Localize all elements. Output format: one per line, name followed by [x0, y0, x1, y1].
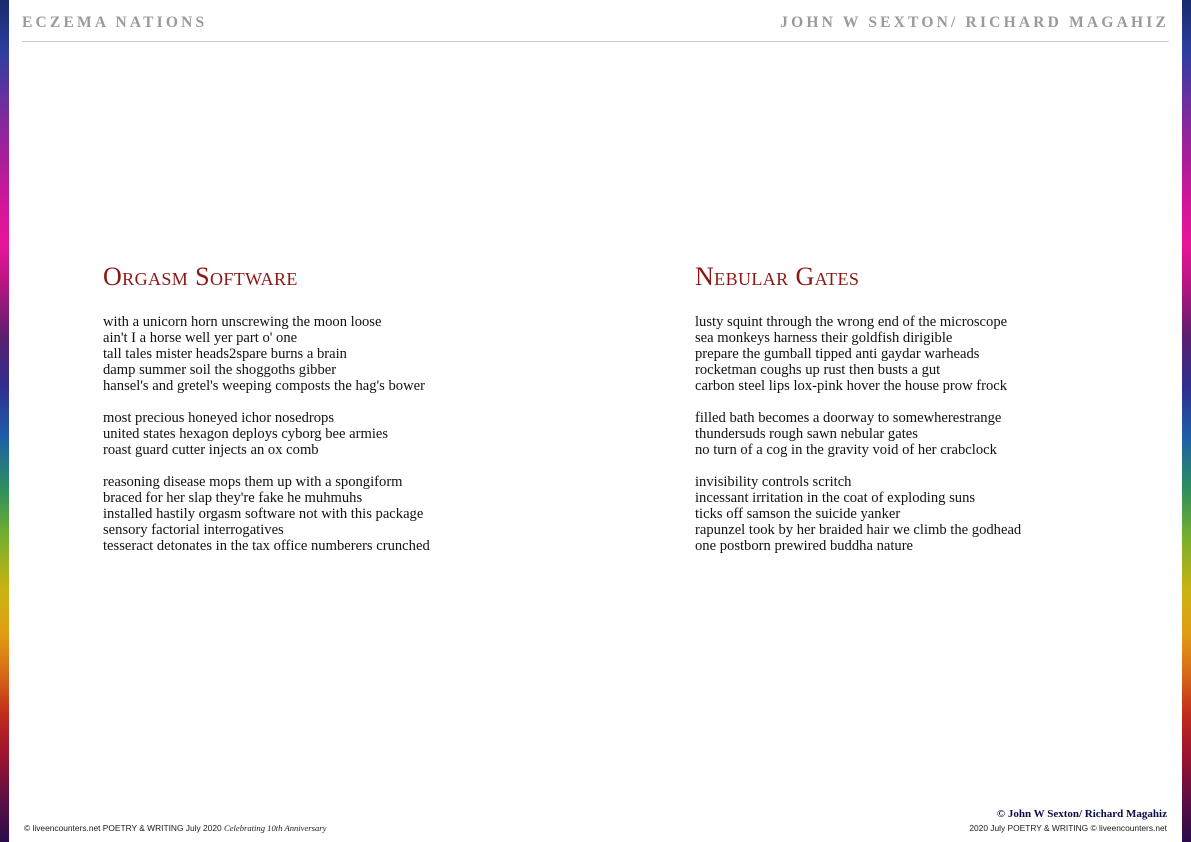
footer-publication-credit: 2020 July POETRY & WRITING © liveencounters.net: [969, 823, 1167, 833]
poem-line: rapunzel took by her braided hair we climb the godhead: [695, 522, 1022, 538]
poem-line: sea monkeys harness their goldfish dirigible: [695, 330, 953, 346]
poem-title: Orgasm Software: [103, 262, 298, 291]
poem-line: tesseract detonates in the tax office numberers crunched: [103, 538, 430, 554]
poem-line: reasoning disease mops them up with a spongiform: [103, 474, 403, 490]
stanza: [103, 314, 623, 394]
poem-line: tall tales mister heads2spare burns a brain: [103, 346, 347, 362]
poem-columns: [0, 262, 1191, 562]
header-divider: [22, 41, 1169, 42]
poem-line: damp summer soil the shoggoths gibber: [103, 362, 337, 378]
poem-line: installed hastily orgasm software not with this package: [103, 506, 424, 522]
poem-line: with a unicorn horn unscrewing the moon loose: [103, 314, 382, 330]
poem-line: lusty squint through the wrong end of the microscope: [695, 314, 1008, 330]
poem-line: carbon steel lips lox-pink hover the house prow frock: [695, 378, 1008, 394]
header-publication-title: ECZEMA NATIONS: [22, 14, 208, 31]
poem-title: Nebular Gates: [695, 262, 860, 291]
poem-line: filled bath becomes a doorway to somewherestrange: [695, 410, 1002, 426]
stanza: [695, 314, 1191, 394]
stanza: [103, 410, 623, 458]
poem-line: united states hexagon deploys cyborg bee armies: [103, 426, 389, 442]
poem-line: no turn of a cog in the gravity void of her crabclock: [695, 442, 997, 458]
poem-line: roast guard cutter injects an ox comb: [103, 442, 319, 458]
poem-line: one postborn prewired buddha nature: [695, 538, 914, 554]
poem-line: invisibility controls scritch: [695, 474, 852, 490]
poem-line: braced for her slap they're fake he muhmuhs: [103, 490, 363, 506]
poem-line: rocketman coughs up rust then busts a gut: [695, 362, 941, 378]
stanza: [695, 410, 1191, 458]
poem-orgasm-software: [103, 262, 623, 554]
footer-copyright-left: [24, 823, 326, 833]
footer-copyright-right: [969, 808, 1167, 833]
footer-author-credit: © John W Sexton/ Richard Magahiz: [996, 808, 1167, 820]
stanza: [103, 474, 623, 554]
poem-line: prepare the gumball tipped anti gaydar warheads: [695, 346, 980, 362]
poem-line: sensory factorial interrogatives: [103, 522, 284, 538]
poem-nebular-gates: [695, 262, 1191, 554]
header-authors: JOHN W SEXTON/ RICHARD MAGAHIZ: [780, 14, 1169, 31]
poem-line: thundersuds rough sawn nebular gates: [695, 426, 918, 442]
footer-anniversary-note: Celebrating 10th Anniversary: [223, 823, 327, 833]
poem-line: ain't I a horse well yer part o' one: [103, 330, 298, 346]
poem-line: incessant irritation in the coat of exploding suns: [695, 490, 976, 506]
footer-copyright-text: © liveencounters.net POETRY & WRITING July 2020: [24, 823, 224, 833]
stanza: [695, 474, 1191, 554]
poem-line: hansel's and gretel's weeping composts the hag's bower: [103, 378, 425, 394]
poem-line: most precious honeyed ichor nosedrops: [103, 410, 335, 426]
poem-line: ticks off samson the suicide yanker: [695, 506, 901, 522]
